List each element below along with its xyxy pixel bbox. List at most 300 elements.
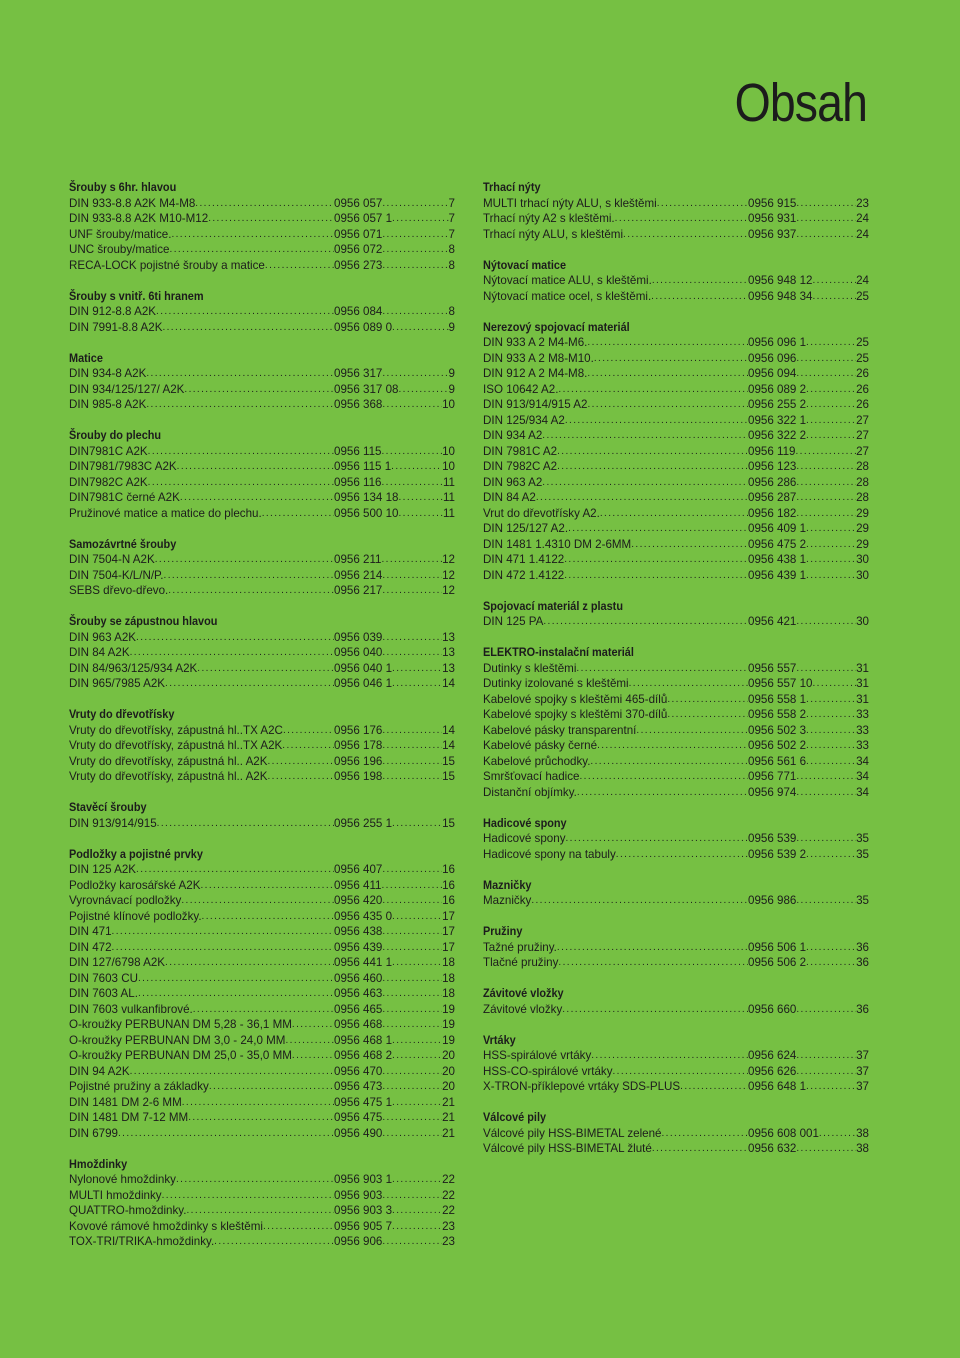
entry-page-number: 12: [442, 584, 455, 597]
leader-dots: [796, 490, 856, 506]
entry-code: 0956 915: [748, 196, 797, 210]
entry-code: 0956 407: [334, 863, 383, 876]
toc-entry[interactable]: [69, 769, 455, 785]
entry-code: 0956 473: [334, 1080, 383, 1093]
entry-page-number: 16: [442, 878, 455, 892]
entry-code: 0956 182: [748, 506, 797, 520]
leader-dots: [590, 754, 748, 770]
entry-name: DIN 933-8.8 A2K M10-M12: [69, 212, 209, 225]
leader-dots: [806, 521, 856, 537]
entry-code: 0956 178: [334, 739, 383, 752]
leader-dots: [282, 738, 334, 754]
entry-code: 0956 557: [748, 661, 797, 675]
leader-dots: [806, 847, 856, 863]
entry-page-number: 20: [442, 1064, 455, 1078]
entry-code: 0956 096: [748, 351, 797, 365]
leader-dots: [796, 1048, 856, 1064]
toc-entry[interactable]: [69, 909, 455, 925]
toc-entry[interactable]: [69, 1095, 455, 1111]
toc-entry[interactable]: [483, 769, 869, 785]
toc-entry[interactable]: [69, 971, 455, 987]
toc-entry[interactable]: [69, 506, 455, 522]
toc-entry[interactable]: [69, 475, 455, 491]
leader-dots: [806, 754, 856, 770]
entry-code: 0956 317: [334, 367, 383, 380]
entry-page-number: 34: [856, 785, 869, 799]
leader-dots: [542, 428, 748, 444]
toc-entry[interactable]: [69, 227, 455, 243]
toc-entry[interactable]: [483, 893, 869, 909]
entry-code: 0956 632: [748, 1142, 797, 1155]
toc-entry[interactable]: [69, 816, 455, 832]
entry-name: Tlačné pružiny: [483, 956, 559, 969]
toc-entry[interactable]: [483, 475, 869, 491]
toc-entry[interactable]: [69, 893, 455, 909]
toc-entry[interactable]: [69, 1002, 455, 1018]
leader-dots: [265, 258, 334, 274]
toc-entry[interactable]: [69, 1079, 455, 1095]
toc-entry[interactable]: [483, 676, 869, 692]
toc-entry[interactable]: [483, 723, 869, 739]
leader-dots: [392, 1219, 442, 1235]
entry-code: 0956 502 3: [748, 723, 807, 737]
entry-page-number: 37: [856, 1049, 869, 1062]
leader-dots: [652, 1141, 748, 1157]
leader-dots: [591, 1048, 748, 1064]
leader-dots: [118, 1126, 334, 1142]
entry-code: 0956 903: [334, 1188, 383, 1202]
entry-name: Smršťovací hadice: [483, 770, 580, 783]
toc-entry[interactable]: [483, 707, 869, 723]
leader-dots: [806, 738, 856, 754]
entry-page-number: 27: [856, 444, 869, 458]
toc-entry[interactable]: [69, 940, 455, 956]
leader-dots: [136, 630, 334, 646]
entry-name: DIN 6799: [69, 1126, 118, 1140]
toc-entry[interactable]: [69, 1017, 455, 1033]
entry-code: 0956 468: [334, 1018, 383, 1031]
leader-dots: [267, 769, 334, 785]
leader-dots: [392, 955, 442, 971]
toc-entry[interactable]: [483, 428, 869, 444]
leader-dots: [382, 893, 442, 909]
leader-dots: [587, 366, 748, 382]
toc-entry[interactable]: [69, 862, 455, 878]
entry-page-number: 13: [442, 661, 455, 675]
entry-page-number: 10: [442, 460, 455, 473]
section-heading: Podložky a pojistné prvky: [69, 846, 203, 861]
entry-page-number: 24: [856, 227, 869, 241]
entry-page-number: 35: [856, 847, 869, 861]
entry-name: Dutinky s kleštěmi: [483, 661, 577, 675]
toc-section: [483, 1110, 869, 1157]
leader-dots: [197, 661, 334, 677]
entry-name: DIN 125 A2K: [69, 863, 137, 876]
page-title: Obsah: [734, 73, 867, 133]
toc-section: [483, 816, 869, 863]
toc-entry[interactable]: [69, 754, 455, 770]
entry-page-number: 35: [856, 832, 869, 845]
leader-dots: [292, 1048, 334, 1064]
entry-page-number: 33: [856, 708, 869, 721]
leader-dots: [168, 583, 334, 599]
toc-entry[interactable]: [69, 397, 455, 413]
toc-entry[interactable]: [483, 568, 869, 584]
entry-name: Mazničky: [483, 894, 532, 907]
toc-entry[interactable]: [483, 692, 869, 708]
toc-entry[interactable]: [69, 1219, 455, 1235]
toc-entry[interactable]: [483, 1064, 869, 1080]
toc-entry[interactable]: [483, 831, 869, 847]
entry-name: DIN 84 A2K: [69, 646, 130, 659]
leader-dots: [148, 475, 334, 491]
entry-page-number: 11: [442, 491, 455, 504]
toc-entry[interactable]: [483, 552, 869, 568]
toc-entry[interactable]: [483, 614, 869, 630]
entry-name: Kabelové průchodky.: [483, 754, 591, 768]
entry-code: 0956 502 2: [748, 739, 807, 752]
toc-entry[interactable]: [483, 940, 869, 956]
entry-page-number: 29: [856, 537, 869, 551]
entry-code: 0956 475 2: [748, 537, 807, 551]
toc-entry[interactable]: [69, 676, 455, 692]
leader-dots: [285, 1033, 334, 1049]
leader-dots: [382, 1002, 442, 1018]
leader-dots: [398, 490, 442, 506]
entry-name: DIN 7603 CU: [69, 971, 138, 985]
leader-dots: [806, 692, 856, 708]
leader-dots: [568, 521, 748, 537]
leader-dots: [806, 568, 856, 584]
entry-name: Vruty do dřevotřísky, zápustná hl.. A2K: [69, 754, 268, 768]
toc-entry[interactable]: [69, 723, 455, 739]
leader-dots: [557, 940, 748, 956]
toc-entry[interactable]: [483, 459, 869, 475]
toc-entry[interactable]: [69, 258, 455, 274]
toc-entry[interactable]: [69, 552, 455, 568]
leader-dots: [391, 459, 442, 475]
toc-entry[interactable]: [483, 1079, 869, 1095]
entry-code: 0956 094: [748, 367, 797, 380]
entry-code: 0956 490: [334, 1126, 383, 1140]
entry-page-number: 28: [856, 475, 869, 489]
entry-name: DIN 7982C A2: [483, 460, 558, 473]
toc-entry[interactable]: [69, 1048, 455, 1064]
entry-code: 0956 903 1: [334, 1173, 393, 1186]
leader-dots: [382, 444, 443, 460]
toc-section: [69, 1157, 455, 1250]
toc-entry[interactable]: [69, 878, 455, 894]
toc-entry[interactable]: [483, 211, 869, 227]
entry-code: 0956 071: [334, 227, 383, 241]
leader-dots: [631, 537, 748, 553]
leader-dots: [398, 382, 448, 398]
entry-code: 0956 463: [334, 987, 383, 1000]
leader-dots: [796, 661, 856, 677]
toc-entry[interactable]: [483, 1126, 869, 1142]
leader-dots: [214, 1234, 334, 1250]
leader-dots: [382, 568, 442, 584]
toc-entry[interactable]: [69, 986, 455, 1002]
entry-code: 0956 561 6: [748, 754, 807, 768]
toc-section: [69, 614, 455, 692]
toc-entry[interactable]: [69, 1033, 455, 1049]
entry-page-number: 12: [442, 568, 455, 582]
entry-name: O-kroužky PERBUNAN DM 3,0 - 24,0 MM: [69, 1033, 286, 1047]
leader-dots: [652, 273, 748, 289]
toc-entry[interactable]: [69, 320, 455, 336]
entry-name: QUATTRO-hmoždinky.: [69, 1204, 187, 1217]
entry-name: DIN 965/7985 A2K: [69, 677, 166, 690]
entry-name: DIN 127/6798 A2K: [69, 956, 166, 969]
toc-entry[interactable]: [483, 1048, 869, 1064]
entry-name: Nýtovací matice ALU, s kleštěmi.: [483, 274, 652, 287]
entry-name: RECA-LOCK pojistné šrouby a matice: [69, 258, 265, 272]
entry-code: 0956 435 0: [334, 909, 393, 923]
leader-dots: [382, 397, 442, 413]
toc-entry[interactable]: [69, 738, 455, 754]
entry-name: HSS-CO-spirálové vrtáky: [483, 1064, 613, 1078]
entry-page-number: 7: [448, 227, 455, 241]
leader-dots: [382, 878, 443, 894]
toc-entry[interactable]: [483, 754, 869, 770]
toc-entry[interactable]: [69, 955, 455, 971]
leader-dots: [613, 1064, 749, 1080]
leader-dots: [580, 769, 749, 785]
leader-dots: [806, 428, 856, 444]
toc-entry[interactable]: [69, 211, 455, 227]
leader-dots: [146, 397, 334, 413]
entry-page-number: 14: [442, 723, 455, 737]
entry-page-number: 21: [442, 1111, 455, 1124]
entry-name: DIN 963 A2K: [69, 630, 137, 644]
toc-entry[interactable]: [69, 242, 455, 258]
toc-section: [483, 878, 869, 909]
toc-entry[interactable]: [69, 366, 455, 382]
leader-dots: [796, 614, 856, 630]
toc-entry[interactable]: [483, 1002, 869, 1018]
entry-code: 0956 948 12: [748, 274, 813, 287]
section-heading: Trhací nýty: [483, 180, 541, 194]
leader-dots: [112, 940, 334, 956]
leader-dots: [806, 723, 856, 739]
entry-code: 0956 057: [334, 196, 383, 210]
leader-dots: [382, 1017, 442, 1033]
leader-dots: [796, 893, 856, 909]
leader-dots: [796, 1064, 856, 1080]
toc-entry[interactable]: [69, 196, 455, 212]
toc-entry[interactable]: [483, 506, 869, 522]
entry-code: 0956 506 2: [748, 956, 807, 969]
leader-dots: [162, 1188, 334, 1204]
toc-entry[interactable]: [69, 1188, 455, 1204]
entry-code: 0956 040 1: [334, 661, 393, 675]
entry-page-number: 18: [442, 971, 455, 985]
entry-name: Vruty do dřevotřísky, zápustná hl.. A2K: [69, 770, 268, 783]
entry-code: 0956 986: [748, 894, 797, 907]
leader-dots: [536, 490, 748, 506]
entry-code: 0956 608 001: [748, 1126, 819, 1140]
toc-entry[interactable]: [483, 847, 869, 863]
entry-code: 0956 217: [334, 584, 383, 597]
section-heading: Pružiny: [483, 924, 523, 938]
entry-page-number: 13: [442, 646, 455, 659]
entry-name: Podložky karosářské A2K: [69, 878, 201, 892]
toc-entry[interactable]: [483, 196, 869, 212]
entry-name: DIN 934 A2: [483, 429, 543, 442]
entry-page-number: 34: [856, 770, 869, 783]
entry-name: Trhací nýty A2 s kleštěmi.: [483, 212, 615, 225]
entry-page-number: 15: [442, 770, 455, 783]
toc-left-column: [69, 180, 455, 1265]
entry-page-number: 36: [856, 956, 869, 969]
leader-dots: [157, 816, 334, 832]
entry-page-number: 35: [856, 894, 869, 907]
entry-page-number: 33: [856, 739, 869, 752]
leader-dots: [202, 909, 334, 925]
leader-dots: [587, 397, 748, 413]
toc-entry[interactable]: [483, 413, 869, 429]
entry-page-number: 25: [856, 351, 869, 365]
toc-entry[interactable]: [69, 630, 455, 646]
leader-dots: [382, 862, 442, 878]
toc-entry[interactable]: [69, 1126, 455, 1142]
entry-code: 0956 539 2: [748, 847, 807, 861]
toc-entry[interactable]: [483, 490, 869, 506]
leader-dots: [796, 475, 856, 491]
toc-entry[interactable]: [69, 1203, 455, 1219]
toc-entry[interactable]: [69, 924, 455, 940]
leader-dots: [531, 893, 748, 909]
toc-entry[interactable]: [69, 459, 455, 475]
leader-dots: [382, 475, 443, 491]
toc-section: [69, 800, 455, 831]
entry-page-number: 8: [448, 258, 455, 272]
section-heading: Šrouby do plechu: [69, 428, 162, 442]
toc-entry[interactable]: [69, 304, 455, 320]
toc-entry[interactable]: [483, 537, 869, 553]
section-heading: Samozávrtné šrouby: [69, 536, 177, 551]
leader-dots: [382, 242, 448, 258]
toc-entry[interactable]: [483, 289, 869, 305]
entry-name: HSS-spirálové vrtáky: [483, 1049, 592, 1062]
toc-entry[interactable]: [69, 1064, 455, 1080]
entry-name: DIN 125/127 A2.: [483, 522, 569, 535]
entry-page-number: 36: [856, 1002, 869, 1016]
toc-entry[interactable]: [69, 1172, 455, 1188]
entry-name: Hadicové spony na tabuly: [483, 847, 616, 861]
entry-code: 0956 057 1: [334, 212, 393, 225]
entry-name: DIN 933 A 2 M4-M6.: [483, 336, 588, 349]
toc-entry[interactable]: [483, 955, 869, 971]
toc-entry[interactable]: [483, 366, 869, 382]
toc-entry[interactable]: [483, 444, 869, 460]
entry-code: 0956 411: [334, 878, 382, 892]
entry-code: 0956 198: [334, 770, 383, 783]
toc-section: [69, 847, 455, 1142]
entry-page-number: 10: [442, 398, 455, 411]
entry-page-number: 21: [442, 1095, 455, 1109]
entry-page-number: 7: [448, 196, 455, 210]
toc-entry[interactable]: [483, 785, 869, 801]
toc-entry[interactable]: [483, 351, 869, 367]
toc-entry[interactable]: [69, 444, 455, 460]
entry-code: 0956 475 1: [334, 1095, 393, 1109]
entry-code: 0956 322 1: [748, 413, 807, 427]
entry-page-number: 28: [856, 460, 869, 473]
entry-name: Kabelové pásky černé: [483, 739, 598, 752]
leader-dots: [557, 459, 748, 475]
toc-entry[interactable]: [483, 738, 869, 754]
leader-dots: [283, 723, 334, 739]
entry-name: ISO 10642 A2.: [483, 382, 559, 396]
leader-dots: [796, 444, 857, 460]
leader-dots: [382, 304, 448, 320]
leader-dots: [262, 506, 334, 522]
toc-entry[interactable]: [483, 335, 869, 351]
entry-name: Trhací nýty ALU, s kleštěmi: [483, 227, 624, 241]
leader-dots: [382, 258, 448, 274]
leader-dots: [806, 382, 856, 398]
leader-dots: [680, 1079, 748, 1095]
entry-code: 0956 317 08: [334, 382, 399, 396]
toc-entry[interactable]: [483, 273, 869, 289]
entry-code: 0956 558 1: [748, 692, 807, 706]
toc-entry[interactable]: [69, 645, 455, 661]
toc-entry[interactable]: [483, 1141, 869, 1157]
toc-entry[interactable]: [483, 397, 869, 413]
leader-dots: [382, 1126, 442, 1142]
toc-entry[interactable]: [69, 568, 455, 584]
leader-dots: [382, 630, 442, 646]
section-heading: Vrtáky: [483, 1032, 516, 1047]
toc-entry[interactable]: [69, 490, 455, 506]
leader-dots: [542, 475, 748, 491]
entry-name: DIN7981C černé A2K: [69, 491, 180, 504]
toc-entry[interactable]: [69, 583, 455, 599]
leader-dots: [171, 227, 334, 243]
leader-dots: [806, 335, 856, 351]
entry-code: 0956 046 1: [334, 677, 393, 690]
entry-code: 0956 771: [748, 770, 797, 783]
leader-dots: [195, 196, 334, 212]
toc-entry[interactable]: [483, 227, 869, 243]
leader-dots: [382, 940, 442, 956]
toc-entry[interactable]: [483, 661, 869, 677]
toc-entry[interactable]: [69, 1110, 455, 1126]
entry-name: Kabelové spojky s kleštěmi 370-dílů: [483, 708, 668, 721]
leader-dots: [806, 537, 856, 553]
leader-dots: [806, 397, 856, 413]
leader-dots: [564, 568, 748, 584]
leader-dots: [130, 645, 334, 661]
toc-entry[interactable]: [69, 661, 455, 677]
entry-name: O-kroužky PERBUNAN DM 5,28 - 36,1 MM: [69, 1018, 292, 1031]
entry-name: Distanční objímky.: [483, 785, 577, 799]
entry-code: 0956 438 1: [748, 553, 807, 566]
toc-entry[interactable]: [483, 382, 869, 398]
entry-code: 0956 906: [334, 1235, 383, 1248]
leader-dots: [543, 614, 748, 630]
toc-entry[interactable]: [483, 521, 869, 537]
entry-name: MULTI trhací nýty ALU, s kleštěmi: [483, 196, 657, 210]
leader-dots: [392, 909, 442, 925]
leader-dots: [138, 986, 334, 1002]
toc-entry[interactable]: [69, 382, 455, 398]
entry-page-number: 19: [442, 1002, 455, 1016]
toc-entry[interactable]: [69, 1234, 455, 1250]
leader-dots: [806, 707, 856, 723]
